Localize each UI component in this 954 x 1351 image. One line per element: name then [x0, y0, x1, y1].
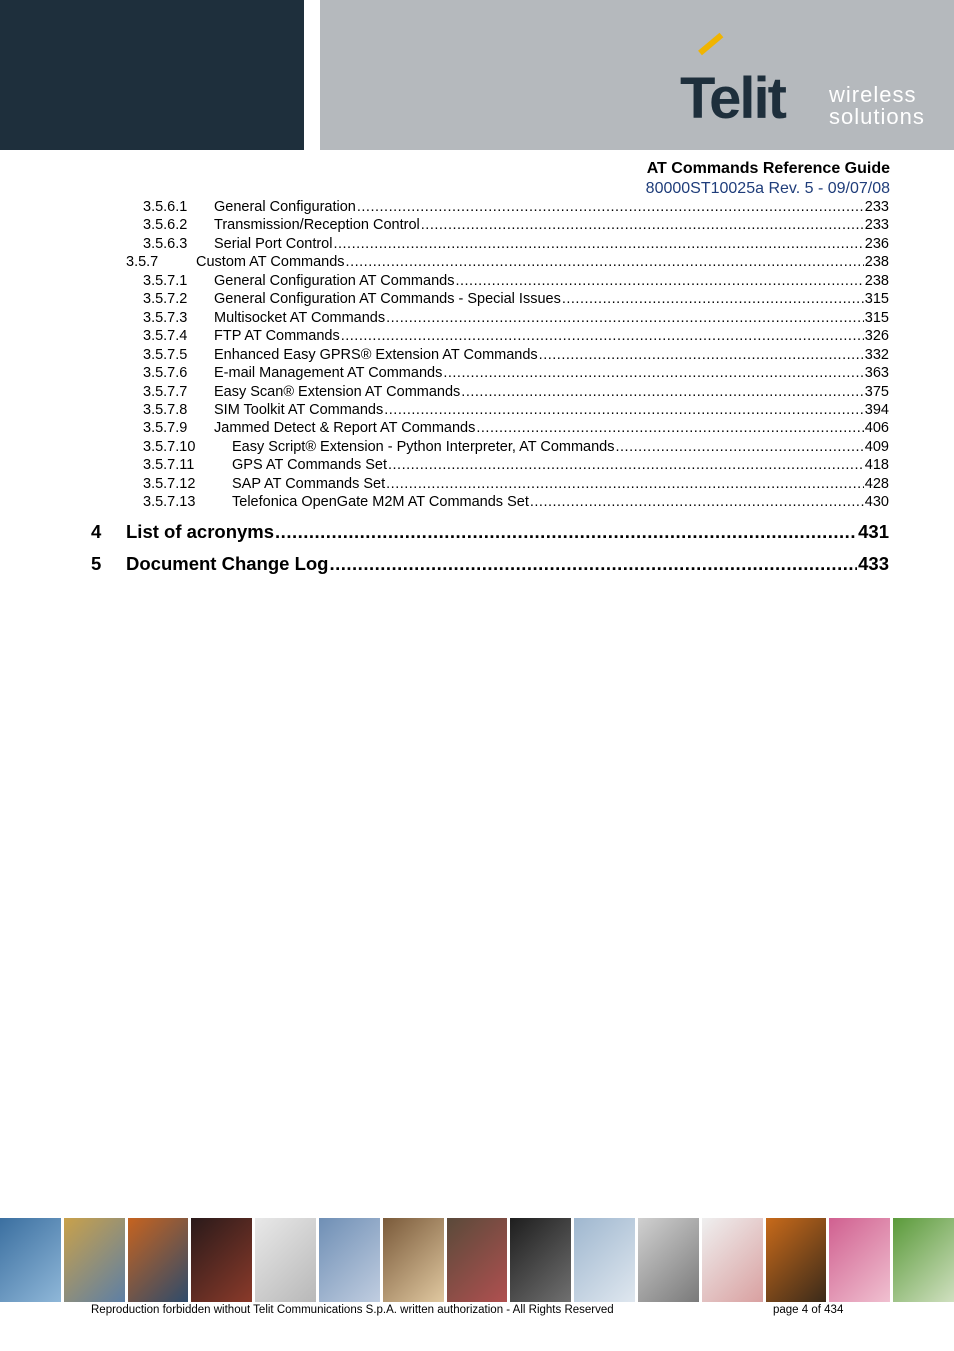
toc-leader-dots — [530, 493, 864, 512]
toc-chapter-entry[interactable] — [91, 551, 889, 577]
footer-photo-tile — [128, 1218, 189, 1302]
toc-entry-page: 236 — [864, 235, 889, 252]
toc-entry-number: 3.5.6.1 — [143, 199, 188, 215]
toc-entry-title: General Configuration AT Commands — [214, 272, 455, 289]
footer-photo-tile — [638, 1218, 699, 1302]
toc-leader-dots — [421, 216, 864, 235]
toc-leader-dots — [461, 383, 864, 402]
toc-entry-page: 418 — [864, 457, 889, 474]
toc-entry-page: 375 — [864, 383, 889, 400]
toc-entry-page: 394 — [864, 401, 889, 418]
toc-entry-title: Easy Script® Extension - Python Interpreter, AT Commands — [232, 438, 615, 455]
footer-photo-tile — [255, 1218, 316, 1302]
footer-photo-tile — [829, 1218, 890, 1302]
toc-entry-number: 3.5.7 — [126, 254, 159, 271]
toc-entry-page: 406 — [864, 420, 889, 437]
toc-entry-page: 363 — [864, 365, 889, 382]
toc-leader-dots — [341, 327, 864, 346]
toc-entry-number: 3.5.7.4 — [143, 328, 188, 345]
toc-entry-title: SIM Toolkit AT Commands — [214, 401, 384, 418]
toc-entry-number: 3.5.7.7 — [143, 383, 188, 400]
toc-entry-page: 233 — [864, 199, 889, 215]
toc-entry-number: 3.5.7.13 — [143, 494, 196, 511]
toc-leader-dots — [384, 401, 864, 420]
toc-entry[interactable] — [143, 401, 889, 420]
toc-entry-title: GPS AT Commands Set — [232, 457, 387, 474]
toc-entry-title: Enhanced Easy GPRS® Extension AT Commands — [214, 346, 538, 363]
toc-entry-number: 3.5.7.5 — [143, 346, 188, 363]
toc-entry-number: 3.5.6.2 — [143, 217, 188, 234]
toc-leader-dots — [539, 346, 864, 365]
document-title: AT Commands Reference Guide — [646, 160, 890, 177]
toc-leader-dots — [333, 235, 863, 254]
toc-chapter-number: 4 — [91, 521, 102, 542]
toc-entry[interactable] — [143, 419, 889, 438]
toc-entry-number: 3.5.7.9 — [143, 420, 188, 437]
toc-entry[interactable] — [126, 253, 889, 272]
toc-entry-title: General Configuration — [214, 199, 356, 215]
toc-entry-page: 430 — [864, 494, 889, 511]
toc-entry[interactable] — [143, 383, 889, 402]
toc-chapter-title: Document Change Log — [126, 553, 329, 574]
toc-entry-number: 3.5.7.6 — [143, 365, 188, 382]
toc-entry[interactable] — [143, 456, 889, 475]
toc-entry-page: 238 — [864, 272, 889, 289]
toc-entry-number: 3.5.7.1 — [143, 272, 188, 289]
logo-tagline — [829, 84, 925, 128]
footer-photo-tile — [702, 1218, 763, 1302]
toc-entry-number: 3.5.7.3 — [143, 309, 188, 326]
header-dark-panel — [0, 0, 304, 150]
toc-entry[interactable] — [143, 235, 889, 254]
toc-entry-title: Transmission/Reception Control — [214, 217, 420, 234]
toc-entry[interactable] — [143, 216, 889, 235]
toc-entry[interactable] — [143, 327, 889, 346]
toc-leader-dots — [275, 519, 857, 545]
toc-entry-title: Telefonica OpenGate M2M AT Commands Set — [232, 494, 529, 511]
toc-chapter-page: 433 — [858, 553, 889, 574]
toc-entry[interactable] — [143, 346, 889, 365]
toc-entry[interactable] — [143, 493, 889, 512]
toc-entry-page: 315 — [864, 291, 889, 308]
copyright-notice: Reproduction forbidden without Telit Communications S.p.A. written authorization - All Rights Reserved — [91, 1304, 614, 1316]
toc-entry-title: SAP AT Commands Set — [232, 475, 386, 492]
toc-entry-title: Serial Port Control — [214, 235, 333, 252]
footer-photo-tile — [574, 1218, 635, 1302]
toc-entry-title: E-mail Management AT Commands — [214, 365, 443, 382]
page-number: page 4 of 434 — [773, 1304, 844, 1316]
footer-photo-tile — [447, 1218, 508, 1302]
toc-entry-title: Jammed Detect & Report AT Commands — [214, 420, 476, 437]
toc-entry-page: 409 — [864, 438, 889, 455]
toc-entry-page: 315 — [864, 309, 889, 326]
toc-entry[interactable] — [143, 309, 889, 328]
toc-leader-dots — [476, 419, 863, 438]
footer-photo-tile — [319, 1218, 380, 1302]
toc-entry-number: 3.5.7.12 — [143, 475, 196, 492]
toc-leader-dots — [386, 309, 864, 328]
document-reference: 80000ST10025a Rev. 5 - 09/07/08 — [645, 180, 890, 197]
toc-entry-page: 332 — [864, 346, 889, 363]
toc-entry-page: 428 — [864, 475, 889, 492]
toc-entry-page: 233 — [864, 217, 889, 234]
toc-entry-number: 3.5.7.10 — [143, 438, 196, 455]
toc-entry-title: FTP AT Commands — [214, 328, 340, 345]
toc-chapter-title: List of acronyms — [126, 521, 275, 542]
logo-tagline-line-2: solutions — [829, 104, 925, 129]
toc-entry-number: 3.5.7.2 — [143, 291, 188, 308]
toc-entry-title: Multisocket AT Commands — [214, 309, 386, 326]
toc-leader-dots — [357, 198, 864, 217]
toc-entry[interactable] — [143, 272, 889, 291]
toc-leader-dots — [346, 253, 864, 272]
toc-leader-dots — [388, 456, 864, 475]
toc-chapter-entry[interactable] — [91, 519, 889, 545]
toc-entry-number: 3.5.7.8 — [143, 401, 188, 418]
toc-entry-number: 3.5.7.11 — [143, 457, 195, 474]
toc-entry-page: 238 — [864, 254, 889, 271]
toc-entry-title: Easy Scan® Extension AT Commands — [214, 383, 461, 400]
toc-entry[interactable] — [143, 198, 889, 217]
footer-photo-tile — [893, 1218, 954, 1302]
toc-leader-dots — [329, 551, 857, 577]
toc-leader-dots — [455, 272, 863, 291]
toc-entry-title: General Configuration AT Commands - Special Issues — [214, 291, 561, 308]
footer-photo-tile — [766, 1218, 827, 1302]
toc-entry[interactable] — [143, 438, 889, 457]
toc-chapter-page: 431 — [858, 521, 889, 542]
footer-photo-tile — [383, 1218, 444, 1302]
toc-leader-dots — [615, 438, 863, 457]
footer-photo-tile — [0, 1218, 61, 1302]
toc-entry-title: Custom AT Commands — [196, 254, 345, 271]
footer-photo-strip — [0, 1218, 954, 1302]
toc-entry-number: 3.5.6.3 — [143, 235, 188, 252]
toc-entry[interactable] — [143, 475, 889, 494]
telit-logo: Telit — [680, 66, 785, 131]
toc-leader-dots — [443, 364, 863, 383]
toc-entry[interactable] — [143, 290, 889, 309]
footer-photo-tile — [64, 1218, 125, 1302]
toc-chapter-number: 5 — [91, 553, 102, 574]
toc-leader-dots — [386, 475, 864, 494]
footer-photo-tile — [510, 1218, 571, 1302]
toc-entry[interactable] — [143, 364, 889, 383]
toc-entry-page: 326 — [864, 328, 889, 345]
toc-leader-dots — [562, 290, 864, 309]
footer-photo-tile — [191, 1218, 252, 1302]
logo-tagline-line-1: wireless — [829, 82, 917, 107]
